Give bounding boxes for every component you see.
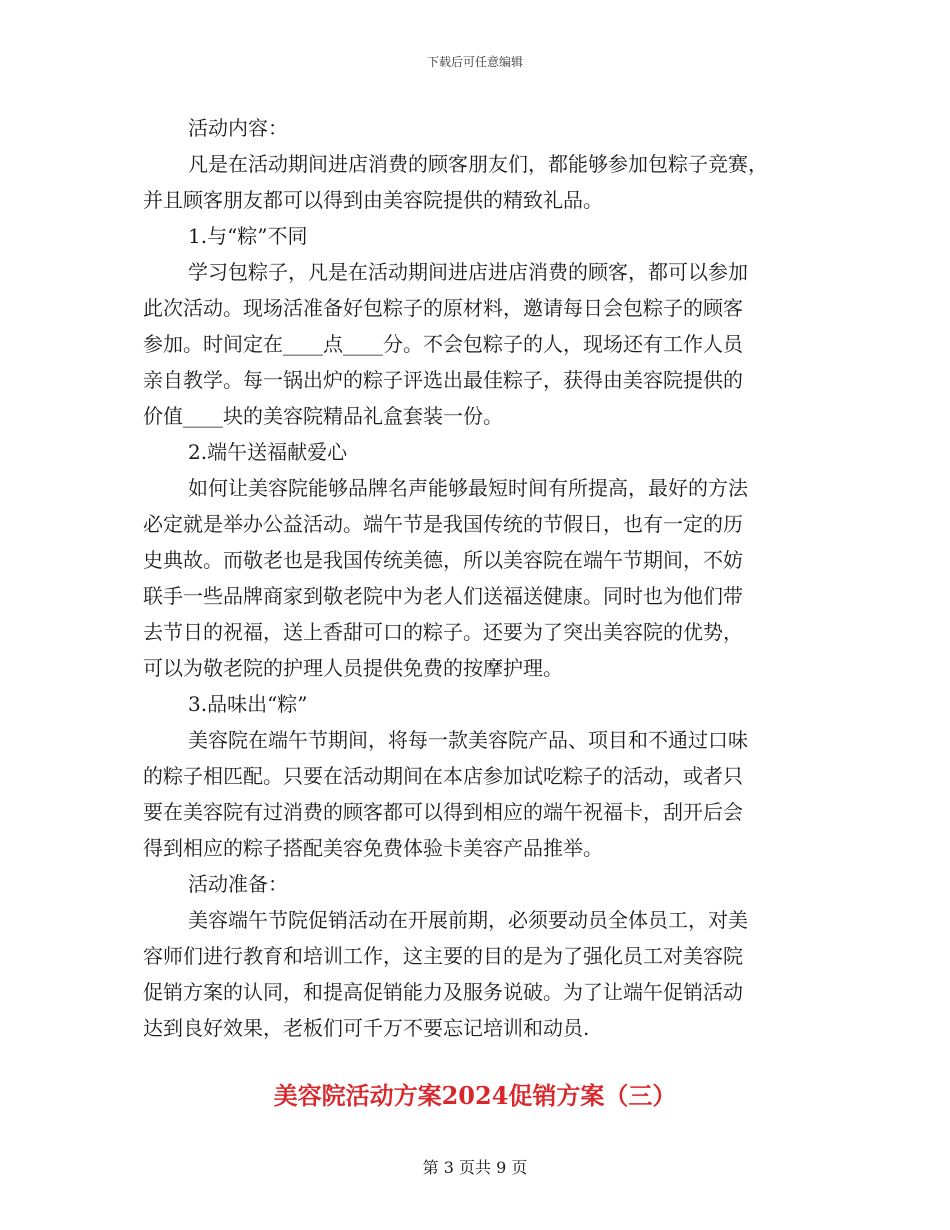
paragraph-line: 达到良好效果，老板们可千万不要忘记培训和动员. xyxy=(143,1016,590,1040)
paragraph-line: 促销方案的认同，和提高促销能力及服务说破。为了让端午促销活动 xyxy=(143,980,743,1004)
paragraph-line: 联手一些品牌商家到敬老院中为老人们送福送健康。同时也为他们带 xyxy=(143,584,743,608)
paragraph-line: 价值____块的美容院精品礼盒套装一份。 xyxy=(143,404,503,428)
section-heading-3: 3.品味出“粽” xyxy=(188,692,308,716)
paragraph-line: 此次活动。现场活准备好包粽子的原材料，邀请每日会包粽子的顾客 xyxy=(143,296,743,320)
paragraph-line: 美容端午节院促销活动在开展前期，必须要动员全体员工，对美 xyxy=(188,908,748,932)
paragraph-line: 亲自教学。每一锅出炉的粽子评选出最佳粽子，获得由美容院提供的 xyxy=(143,368,743,392)
page-header-note: 下载后可任意编辑 xyxy=(426,55,523,69)
paragraph-line: 美容院在端午节期间，将每一款美容院产品、项目和不通过口味 xyxy=(188,728,748,752)
paragraph-line: 去节日的祝福，送上香甜可口的粽子。还要为了突出美容院的优势， xyxy=(143,620,743,644)
page-number: 第 3 页共 9 页 xyxy=(422,1158,528,1177)
paragraph-line: 学习包粽子，凡是在活动期间进店进店消费的顾客，都可以参加 xyxy=(188,260,748,284)
paragraph-line: 并且顾客朋友都可以得到由美容院提供的精致礼品。 xyxy=(143,188,603,212)
paragraph-line: 凡是在活动期间进店消费的顾客朋友们，都能够参加包粽子竞赛， xyxy=(188,152,768,176)
paragraph-line: 的粽子相匹配。只要在活动期间在本店参加试吃粽子的活动，或者只 xyxy=(143,764,743,788)
paragraph-line: 史典故。而敬老也是我国传统美德，所以美容院在端午节期间，不妨 xyxy=(143,548,743,572)
paragraph-line: 容师们进行教育和培训工作，这主要的目的是为了强化员工对美容院 xyxy=(143,944,743,968)
document-body xyxy=(143,110,808,1046)
paragraph-line: 可以为敬老院的护理人员提供免费的按摩护理。 xyxy=(143,656,563,680)
section-label-preparation: 活动准备： xyxy=(188,872,288,896)
section-heading-2: 2.端午送福献爱心 xyxy=(188,440,348,464)
document-title: 美容院活动方案2024促销方案（三） xyxy=(273,1081,677,1110)
paragraph-line: 如何让美容院能够品牌名声能够最短时间有所提高，最好的方法 xyxy=(188,476,748,500)
section-heading-1: 1.与“粽”不同 xyxy=(188,224,308,248)
paragraph-line: 得到相应的粽子搭配美容免费体验卡美容产品推举。 xyxy=(143,836,603,860)
paragraph-line: 参加。时间定在____点____分。不会包粽子的人，现场还有工作人员 xyxy=(143,332,743,356)
paragraph-line: 必定就是举办公益活动。端午节是我国传统的节假日，也有一定的历 xyxy=(143,512,743,536)
paragraph-line: 活动内容： xyxy=(188,116,288,140)
paragraph-line: 要在美容院有过消费的顾客都可以得到相应的端午祝福卡，刮开后会 xyxy=(143,800,743,824)
